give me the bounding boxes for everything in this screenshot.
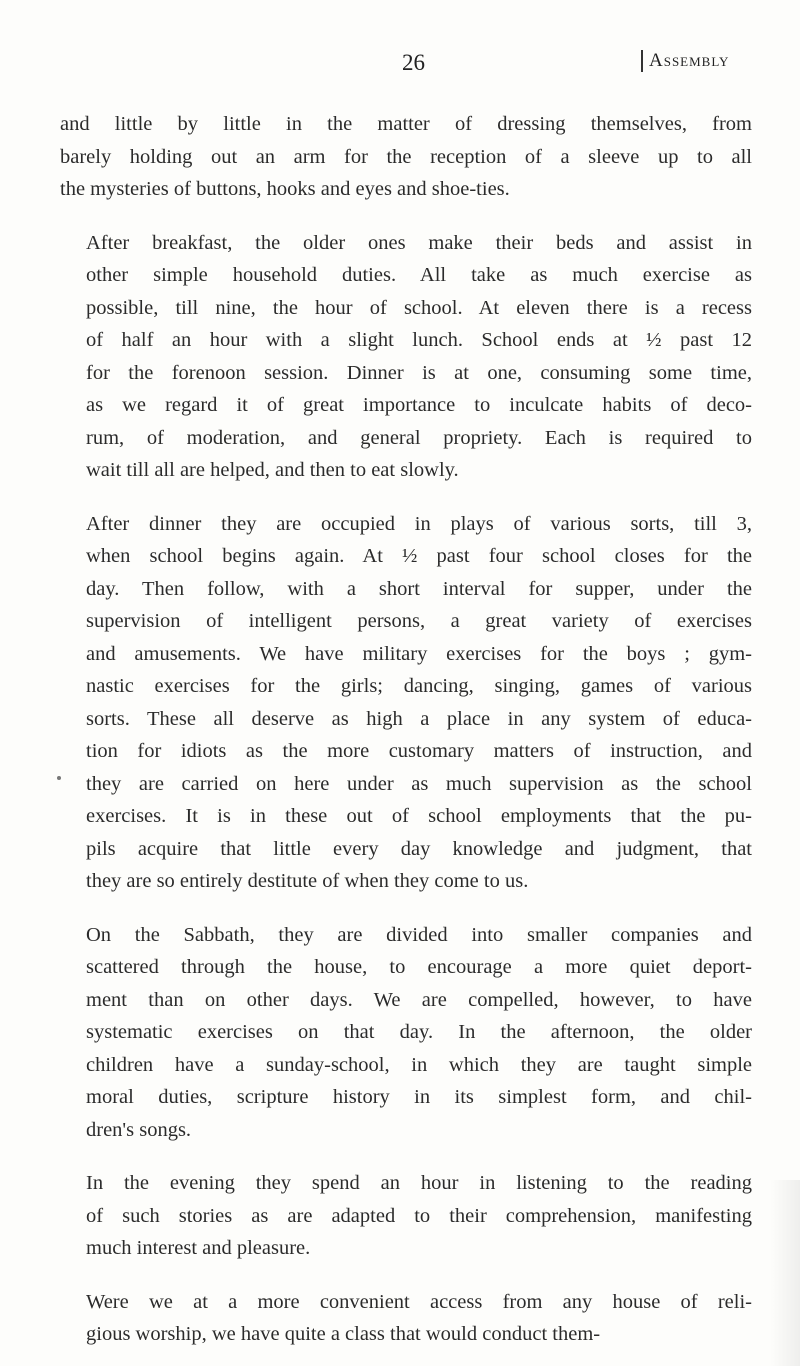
text-line: exercises. It is in these out of school employments that the pu- [86, 805, 752, 827]
paragraph [60, 227, 752, 487]
text-line: for the forenoon session. Dinner is at one, consuming some time, [86, 361, 752, 384]
text-line: they are carried on here under as much supervision as the school [86, 772, 752, 795]
text-line: moral duties, scripture history in its simplest form, and chil- [86, 1086, 752, 1108]
text-line: wait till all are helped, and then to eat slowly. [86, 459, 459, 481]
text-line: dren's songs. [86, 1118, 192, 1141]
text-line: and amusements. We have military exercises for the boys ; gym- [86, 642, 752, 665]
text-line: On the Sabbath, they are divided into smaller companies and [86, 923, 752, 946]
paragraph [60, 1167, 752, 1265]
running-head: Assembly [641, 50, 729, 72]
text-line: After dinner they are occupied in plays of various sorts, till 3, [86, 512, 752, 535]
text-line: Were we at a more convenient access from any house of reli- [86, 1290, 752, 1313]
text-line: barely holding out an arm for the reception of a sleeve up to all [60, 145, 752, 168]
text-line: After breakfast, the older ones make their beds and assist in [86, 231, 752, 254]
text-line: gious worship, we have quite a class that would conduct them- [86, 1323, 601, 1345]
text-line: rum, of moderation, and general propriety. Each is required to [86, 426, 752, 449]
text-line: nastic exercises for the girls; dancing, singing, games of various [86, 675, 752, 697]
text-line: In the evening they spend an hour in listening to the reading [86, 1172, 752, 1194]
text-line: as we regard it of great importance to inculcate habits of deco- [86, 394, 752, 416]
paragraph [60, 1286, 752, 1351]
text-line: supervision of intelligent persons, a great variety of exercises [86, 610, 752, 632]
text-line: day. Then follow, with a short interval for supper, under the [86, 577, 752, 600]
paragraph [60, 919, 752, 1147]
page-header [0, 50, 800, 90]
text-line: much interest and pleasure. [86, 1237, 311, 1259]
page-edge-shadow [770, 1180, 800, 1366]
paragraph [60, 508, 752, 898]
text-line: of such stories as are adapted to their comprehension, manifesting [86, 1204, 752, 1227]
text-line: of half an hour with a slight lunch. School ends at ½ past 12 [86, 329, 752, 351]
text-line: the mysteries of buttons, hooks and eyes and shoe-ties. [60, 178, 510, 200]
print-fleck [57, 776, 61, 780]
text-line: pils acquire that little every day knowledge and judgment, that [86, 837, 752, 860]
text-line: children have a sunday-school, in which they are taught simple [86, 1053, 752, 1076]
body-text [60, 108, 752, 1372]
text-line: systematic exercises on that day. In the afternoon, the older [86, 1021, 752, 1043]
text-line: when school begins again. At ½ past four school closes for the [86, 545, 752, 567]
text-line: they are so entirely destitute of when they come to us. [86, 870, 529, 892]
text-line: scattered through the house, to encourage a more quiet deport- [86, 956, 752, 978]
text-line: and little by little in the matter of dressing themselves, from [60, 113, 752, 135]
text-line: sorts. These all deserve as high a place in any system of educa- [86, 707, 752, 730]
text-line: possible, till nine, the hour of school. At eleven there is a recess [86, 296, 752, 319]
page-number: 26 [402, 50, 425, 75]
text-line: other simple household duties. All take as much exercise as [86, 264, 752, 286]
text-line: tion for idiots as the more customary matters of instruction, and [86, 740, 752, 762]
paragraph [60, 108, 752, 206]
text-line: ment than on other days. We are compelled, however, to have [86, 988, 752, 1011]
